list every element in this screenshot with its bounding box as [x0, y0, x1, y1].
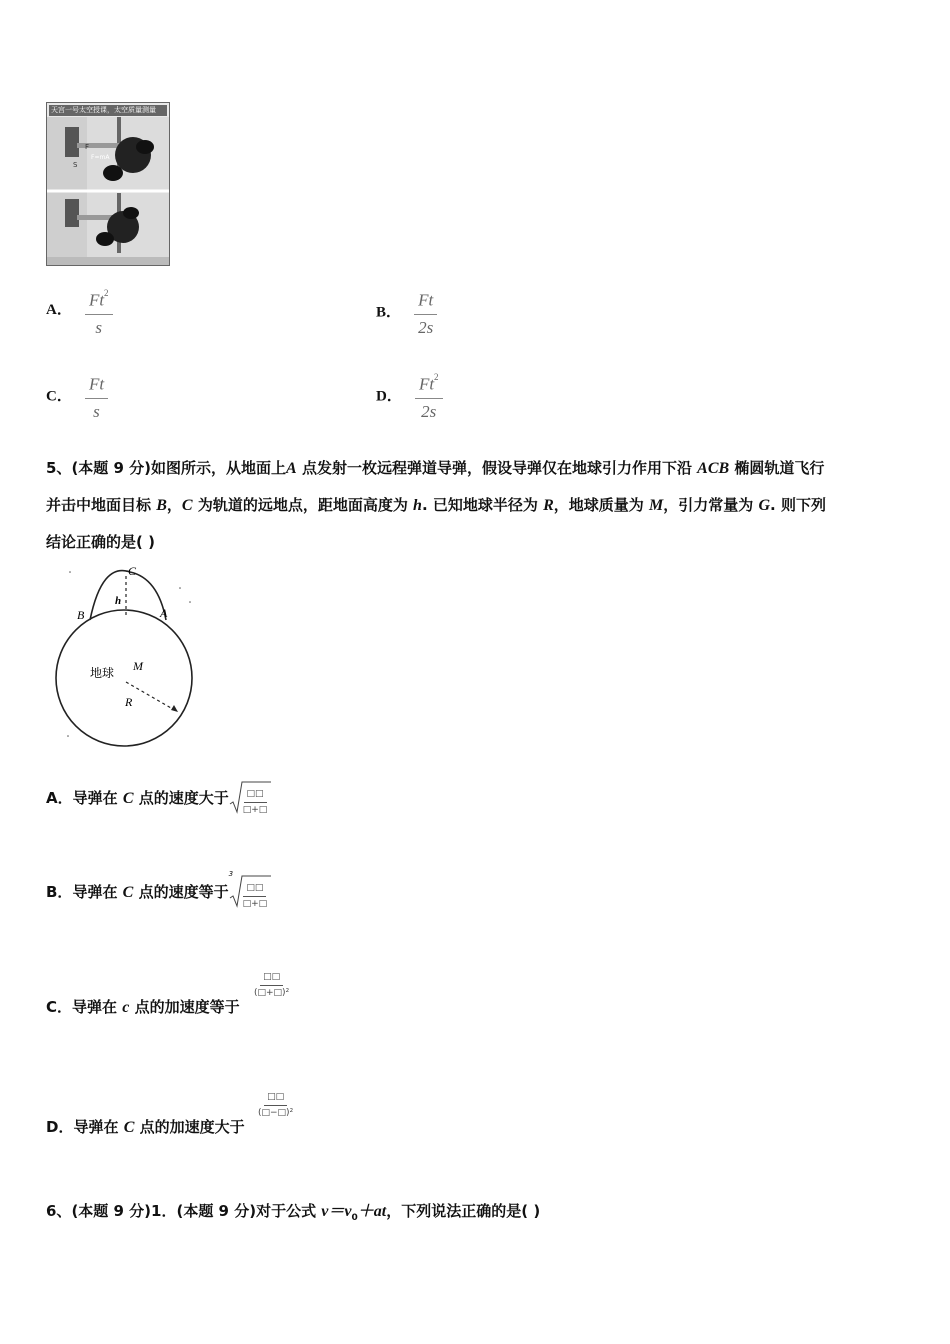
q5-option-d[interactable]: D．导弹在 C 点的加速度大于 [46, 1118, 245, 1136]
fraction: $\frac{Ft^2}{s}$ [85, 286, 113, 338]
label-s: S [73, 161, 78, 169]
q5-option-c-fraction: $\frac{□□}{\text{(□+□)²}}$ [254, 972, 290, 998]
q5-option-a[interactable]: A．导弹在 C 点的速度大于 $\frac{□□}{□+□}$ [46, 774, 267, 808]
svg-text:C: C [128, 564, 137, 578]
option-letter: A． [46, 302, 72, 319]
photo-illustration [47, 117, 169, 265]
space-lesson-photo [46, 102, 170, 266]
earth-trajectory-diagram [40, 562, 200, 752]
svg-text:A: A [160, 606, 168, 620]
q4-option-d[interactable] [376, 370, 443, 422]
svg-text:R: R [125, 695, 133, 709]
svg-text:M: M [133, 659, 143, 673]
q5-option-b[interactable]: B．导弹在 C 点的速度等于 3 $\frac{□□}{□+□}$ [46, 868, 267, 902]
q4-option-c[interactable] [46, 370, 108, 422]
cube-root-expression: 3 $\frac{□□}{□+□}$ [229, 876, 268, 910]
option-letter: C． [46, 388, 72, 405]
question-5-text: 5、(本题 9 分)如图所示，从地面上A 点发射一枚远程弹道导弹，假设导弹仅在地球引力作用下沿 ACB 椭圆轨道飞行 并击中地面目标 B，C 为轨道的远地点，距地面高度为 h. 已知地球半径为 R，地球质量为 M，引力常量为 G. 则下列 结论正确的是( ) [46, 459, 826, 551]
q4-option-b[interactable] [376, 286, 437, 338]
q5-option-c[interactable]: C．导弹在 c 点的加速度等于 [46, 998, 240, 1016]
sqrt-expression: $\frac{□□}{□+□}$ [229, 782, 268, 816]
svg-text:B: B [77, 608, 85, 622]
svg-text:地球: 地球 [90, 666, 115, 680]
option-letter: B． [376, 304, 402, 321]
q4-option-a[interactable] [46, 286, 113, 338]
fraction: $\frac{Ft}{2s}$ [414, 286, 437, 338]
q5-option-d-fraction: $\frac{□□}{\text{(□−□)²}}$ [258, 1092, 294, 1118]
label-f-ma: F=mA [91, 154, 110, 161]
fraction: $\frac{Ft}{s}$ [85, 370, 108, 422]
question-6-text: 6、(本题 9 分)1．(本题 9 分)对于公式 $v=v_0+at$，下列说法正确的是( ) [46, 1202, 541, 1223]
label-f: F [85, 143, 90, 151]
fraction: $\frac{Ft^2}{2s}$ [415, 370, 443, 422]
option-letter: D． [376, 388, 402, 405]
svg-text:h: h [115, 595, 122, 607]
photo-title: 天宫一号太空授课，太空质量测量 [49, 105, 167, 116]
